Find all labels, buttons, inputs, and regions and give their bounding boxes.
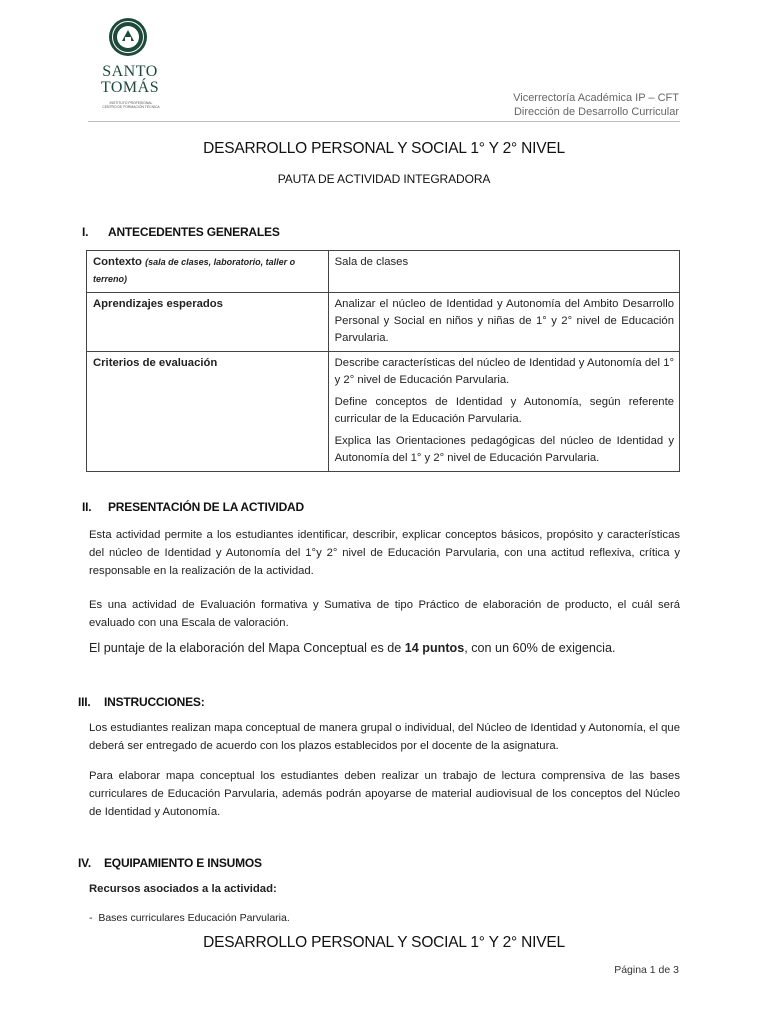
recurso-item-text: Bases curriculares Educación Parvularia. [98, 912, 290, 924]
header-divider [88, 121, 680, 122]
section-heading-2 [82, 500, 304, 514]
antecedentes-table [86, 250, 680, 472]
table-label-cell [87, 251, 329, 293]
puntaje-value: 14 puntos [404, 641, 465, 655]
presentacion-paragraph-1: Esta actividad permite a los estudiantes identificar, describir, explicar conceptos básicos, propósito y características del núcleo de Identidad y Autonomía del 1°y 2° nivel de Educación Parvularia, con una actitud reflexiva, crítica y responsable en la realización de la actividad. [89, 529, 680, 577]
table-row [87, 293, 680, 352]
puntaje-text-pre: El puntaje de la elaboración del Mapa Conceptual es de [89, 641, 405, 655]
table-row [87, 352, 680, 472]
table-value-cell [328, 352, 679, 472]
table-label-cell: Criterios de evaluación [87, 352, 329, 472]
instrucciones-paragraph-2: Para elaborar mapa conceptual los estudiantes deben realizar un trabajo de lectura comprensiva de las bases curriculares de Educación Parvularia, además podrán apoyarse de material audiovisual de los conceptos del Núcleo de Identidad y Autonomía. [89, 770, 680, 818]
puntaje-text-post: , con un 60% de exigencia. [464, 641, 616, 655]
presentacion-paragraph-2: Es una actividad de Evaluación formativa y Sumativa de tipo Práctico de elaboración de producto, el cuál será evaluado con una Escala de valoración. [89, 599, 680, 629]
section-number: IV. [78, 856, 91, 870]
recursos-subheading: Recursos asociados a la actividad: [89, 883, 277, 895]
santo-tomas-seal-icon [108, 17, 148, 57]
page-number: Página 1 de 3 [614, 964, 679, 976]
table-value-cell: Sala de clases [328, 251, 679, 293]
document-title: DESARROLLO PERSONAL Y SOCIAL 1° Y 2° NIVEL [203, 140, 565, 157]
section-number: III. [78, 695, 91, 709]
instrucciones-paragraph-1: Los estudiantes realizan mapa conceptual de manera grupal o individual, del Núcleo de Identidad y Autonomía, el que deberá ser entregado de acuerdo con los plazos establecidos por el docente de la asignatura. [89, 722, 680, 752]
table-row [87, 251, 680, 293]
section-title: PRESENTACIÓN DE LA ACTIVIDAD [108, 500, 304, 514]
section-title: ANTECEDENTES GENERALES [108, 225, 280, 239]
logo-line-2: TOMÁS [100, 79, 160, 96]
logo-sub-line-2: CENTRO DE FORMACIÓN TÉCNICA [102, 105, 160, 110]
list-bullet: - [89, 912, 99, 924]
presentacion-paragraph-3 [89, 641, 689, 655]
header-line-1: Vicerrectoría Académica IP – CFT [513, 92, 679, 104]
table-label-cell: Aprendizajes esperados [87, 293, 329, 352]
logo-line-1: SANTO [102, 63, 158, 80]
criterio-item: Describe características del núcleo de Identidad y Autonomía del 1° y 2° nivel de Educación Parvularia. [334, 357, 674, 386]
logo-subtitle [94, 101, 168, 109]
table-value-cell: Analizar el núcleo de Identidad y Autonomía del Ambito Desarrollo Personal y Social en niños y niñas de 1° y 2° nivel de Educación Parvularia. [328, 293, 679, 352]
logo-sub-line-1: INSTITUTO PROFESIONAL [109, 101, 153, 105]
header-institution [513, 91, 679, 119]
section-title: EQUIPAMIENTO E INSUMOS [104, 856, 262, 870]
contexto-note: (sala de clases, laboratorio, taller o terreno) [93, 257, 296, 284]
logo-wordmark [92, 64, 168, 96]
repeated-document-title: DESARROLLO PERSONAL Y SOCIAL 1° Y 2° NIVEL [203, 934, 565, 951]
section-heading-4 [78, 856, 262, 870]
criterio-item: Explica las Orientaciones pedagógicas del núcleo de Identidad y Autonomía del 1° y 2° nivel de Educación Parvularia. [334, 435, 674, 464]
section-number: I. [82, 225, 89, 239]
contexto-label: Contexto [93, 256, 142, 268]
criterio-item: Define conceptos de Identidad y Autonomía, según referente curricular de la Educación Parvularia. [334, 396, 674, 425]
section-number: II. [82, 500, 92, 514]
section-heading-1 [82, 225, 280, 239]
recursos-list-item [89, 912, 290, 924]
header-line-2: Dirección de Desarrollo Curricular [513, 106, 679, 118]
document-subtitle: PAUTA DE ACTIVIDAD INTEGRADORA [277, 172, 491, 186]
section-heading-3 [78, 695, 205, 709]
section-title: INSTRUCCIONES: [104, 695, 205, 709]
